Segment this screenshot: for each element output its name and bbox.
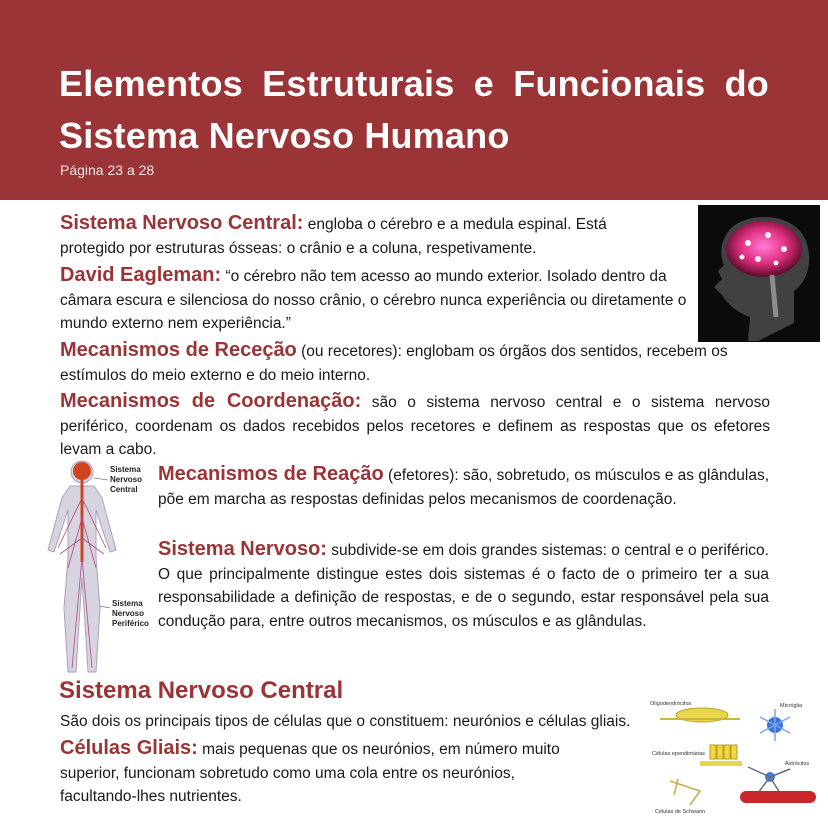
section-coordenacao-heading: Mecanismos de Coordenação:	[60, 390, 362, 412]
nervous-system-figure	[30, 458, 155, 680]
section-gliais-heading: Células Gliais:	[60, 737, 198, 759]
section-reacao-text: (efetores): são, sobretudo, os músculos e as glândulas, põe em marcha as respostas definidas pelos mecanismos de coordenação.	[158, 467, 770, 508]
section-eagleman-text: “o cérebro não tem acesso ao mundo exterior. Isolado dentro da câmara escura e silenciosa do nosso crânio, o cérebro nunca experiência ou diretamente o mundo externo nem experiência.”	[60, 268, 687, 332]
section-sistema	[158, 538, 769, 633]
section-snc	[60, 212, 670, 260]
section-eagleman-heading: David Eagleman:	[60, 264, 222, 286]
glial-cells-figure	[630, 695, 820, 820]
title-banner	[0, 0, 828, 200]
section-rececao	[60, 339, 772, 387]
label-ependymal: Células ependimárias	[652, 751, 705, 757]
section-sistema-heading: Sistema Nervoso:	[158, 538, 327, 560]
section-rececao-heading: Mecanismos de Receção	[60, 339, 297, 361]
page-title: Elementos Estruturais e Funcionais do Sistema Nervoso Humano	[59, 63, 769, 156]
label-peripheral-2: Nervoso	[112, 609, 145, 618]
section-coordenacao	[60, 390, 770, 462]
section-rececao-text: (ou recetores): englobam os órgãos dos sentidos, recebem os estímulos do meio externo e do meio interno.	[60, 343, 728, 384]
section-snc-heading: Sistema Nervoso Central:	[60, 212, 304, 234]
label-peripheral-3: Periférico	[112, 619, 149, 628]
page-range: Página 23 a 28	[60, 162, 155, 178]
section-snc-text: engloba o cérebro e a medula espinal. Está protegido por estruturas ósseas: o crânio e a coluna, respetivamente.	[60, 216, 607, 257]
section-gliais-text: mais pequenas que os neurónios, em número muito superior, funcionam sobretudo como uma cola entre os neurónios, facultando-lhes nutrientes.	[60, 741, 560, 805]
label-microglia: Micróglia	[780, 703, 803, 709]
label-schwann: Células de Schwann	[655, 809, 706, 815]
section-coordenacao-text: são o sistema nervoso central e o sistema nervoso periférico, coordenam os dados recebidos pelos recetores e definem as respostas que os efetores levam a cabo.	[60, 394, 770, 458]
section-gliais	[60, 737, 580, 809]
section-sistema-text: subdivide-se em dois grandes sistemas: o central e o periférico. O que principalmente distingue estes dois sistemas é o facto de o primeiro ter a sua responsabilidade a definição de respostas, e de o segundo, estar responsável pela sua condução para, entre outros mecanismos, os músculos e as glândulas.	[158, 542, 769, 630]
section-eagleman	[60, 264, 690, 336]
label-peripheral-1: Sistema	[112, 599, 143, 608]
label-central-1: Sistema	[110, 465, 141, 474]
brain-image	[698, 205, 820, 342]
section-snc2-heading: Sistema Nervoso Central	[59, 677, 344, 704]
label-astrocytes: Astrócitos	[785, 761, 810, 767]
label-oligodendrocytes: Oligodendrócitos	[650, 701, 692, 707]
label-central-2: Nervoso	[110, 475, 143, 484]
section-snc2-text: São dois os principais tipos de células que o constituem: neurónios e células gliais.	[60, 713, 631, 730]
label-central-3: Central	[110, 485, 138, 494]
section-reacao-heading: Mecanismos de Reação	[158, 463, 384, 485]
section-reacao	[158, 463, 769, 511]
